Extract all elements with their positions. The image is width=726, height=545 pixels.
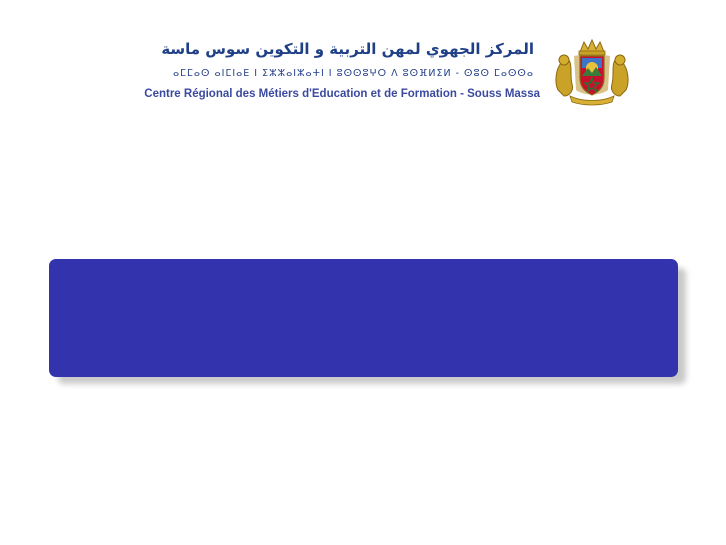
institution-header: [0, 0, 726, 120]
tifinagh-institution-name: ⴰⵎⵎⴰⵙ ⴰⵏⵎⵏⴰⴹ ⵏ ⵉⵣⵣⴰⵏⵣⴰⵜⵏ ⵏ ⵓⵙⵙⵓⵖⵔ ⴷ ⵓⵙⴼⵍⵉⵍ - ⵙⵓⵙ ⵎⴰⵙⵙⴰ: [172, 68, 534, 79]
title-banner: [49, 259, 678, 377]
morocco-coat-of-arms-icon: [552, 38, 632, 106]
french-institution-name: Centre Régional des Métiers d'Education et de Formation - Souss Massa: [144, 88, 540, 100]
arabic-institution-name: المركز الجهوي لمهن التربية و التكوين سوس ماسة: [161, 40, 534, 58]
